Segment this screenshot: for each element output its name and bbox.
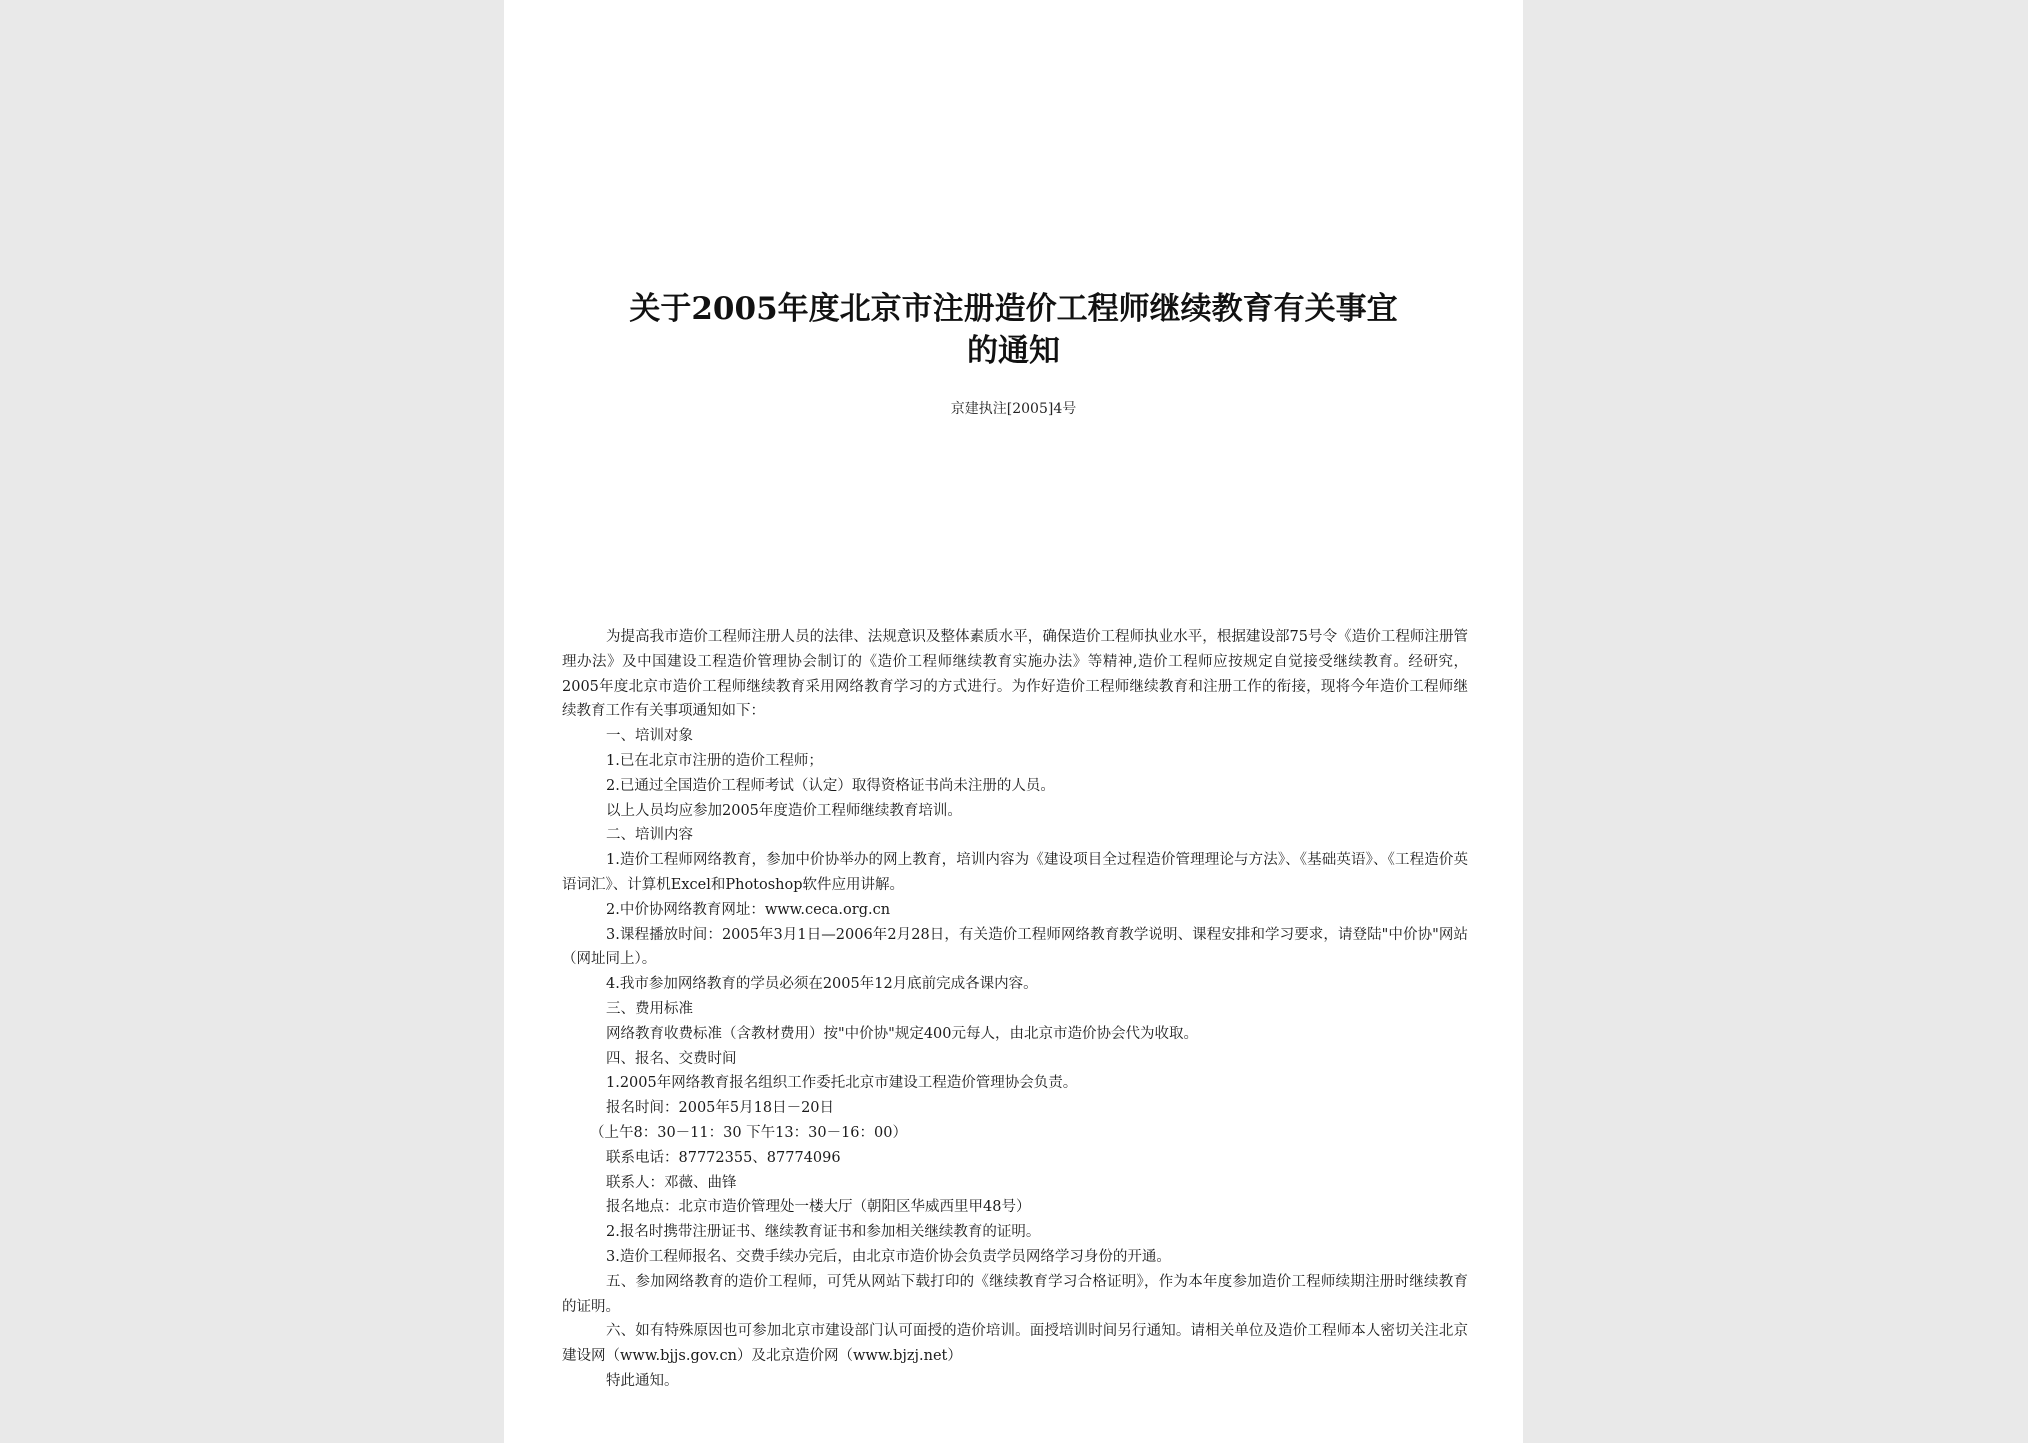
section-heading-1: 一、培训对象: [606, 728, 693, 745]
list-item: 4.我市参加网络教育的学员必须在2005年12月底前完成各课内容。: [606, 976, 1038, 993]
section-heading-4: 四、报名、交费时间: [606, 1050, 737, 1067]
list-item: 1.2005年网络教育报名组织工作委托北京市建设工程造价管理协会负责。: [606, 1075, 1078, 1092]
list-item: 2.报名时携带注册证书、继续教育证书和参加相关继续教育的证明。: [606, 1224, 1041, 1241]
list-item: 以上人员均应参加2005年度造价工程师继续教育培训。: [606, 802, 962, 819]
document-body: [562, 625, 1468, 1394]
list-item: 2.已通过全国造价工程师考试（认定）取得资格证书尚未注册的人员。: [606, 777, 1055, 794]
list-item: 3.课程播放时间：2005年3月1日—2006年2月28日，有关造价工程师网络教育教学说明、课程安排和学习要求，请登陆"中价协"网站（网址同上）。: [562, 926, 1468, 968]
list-item: 联系电话：87772355、87774096: [606, 1149, 841, 1166]
list-item: （上午8：30－11：30 下午13：30－16：00）: [590, 1124, 907, 1141]
document-page: [504, 0, 1523, 1443]
title-line-1: 关于2005年度北京市注册造价工程师继续教育有关事宜: [629, 291, 1398, 327]
list-item: 报名时间：2005年5月18日－20日: [606, 1100, 835, 1117]
list-item: 报名地点：北京市造价管理处一楼大厅（朝阳区华威西里甲48号）: [606, 1199, 1031, 1216]
intro-paragraph: 为提高我市造价工程师注册人员的法律、法规意识及整体素质水平，确保造价工程师执业水平，根据建设部75号令《造价工程师注册管理办法》及中国建设工程造价管理协会制订的《造价工程师继续教育实施办法》等精神,造价工程师应按规定自觉接受继续教育。经研究，2005年度北京市造价工程师继续教育采用网络教育学习的方式进行。为作好造价工程师继续教育和注册工作的衔接，现将今年造价工程师继续教育工作有关事项通知如下：: [562, 629, 1468, 720]
list-item: 2.中价协网络教育网址：www.ceca.org.cn: [606, 901, 891, 918]
closing-remark: 特此通知。: [606, 1372, 679, 1389]
list-item: 联系人：邓薇、曲锋: [606, 1174, 737, 1191]
list-item: 1.造价工程师网络教育，参加中价协举办的网上教育，培训内容为《建设项目全过程造价管理理论与方法》、《基础英语》、《工程造价英语词汇》、计算机Excel和Photoshop软件应用讲解。: [562, 852, 1468, 893]
list-item: 3.造价工程师报名、交费手续办完后，由北京市造价协会负责学员网络学习身份的开通。: [606, 1248, 1171, 1265]
section-heading-2: 二、培训内容: [606, 827, 693, 844]
title-line-2: 的通知: [967, 333, 1060, 369]
list-item: 1.已在北京市注册的造价工程师；: [606, 752, 823, 769]
document-title: [544, 288, 1483, 372]
list-item: 网络教育收费标准（含教材费用）按"中价协"规定400元每人，由北京市造价协会代为收取。: [606, 1025, 1199, 1042]
section-heading-3: 三、费用标准: [606, 1000, 693, 1017]
section-heading-5: 五、参加网络教育的造价工程师，可凭从网站下载打印的《继续教育学习合格证明》，作为本年度参加造价工程师续期注册时继续教育的证明。: [562, 1273, 1468, 1315]
document-number: 京建执注[2005]4号: [950, 401, 1077, 417]
section-heading-6: 六、如有特殊原因也可参加北京市建设部门认可面授的造价培训。面授培训时间另行通知。请相关单位及造价工程师本人密切关注北京建设网（www.bjjs.gov.cn）及北京造价网（www.bjzj.net）: [562, 1323, 1468, 1365]
